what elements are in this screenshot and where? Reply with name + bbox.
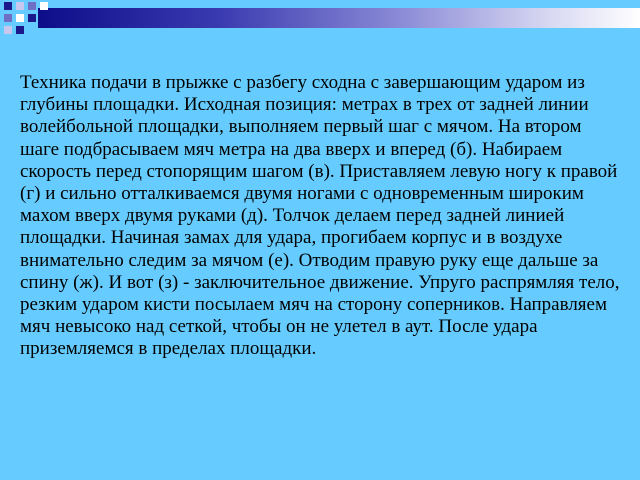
corner-square xyxy=(4,14,12,22)
corner-square xyxy=(28,14,36,22)
corner-square xyxy=(4,26,12,34)
corner-square xyxy=(16,26,24,34)
corner-square xyxy=(4,2,12,10)
body-text: Техника подачи в прыжке с разбегу сходна с завершающим ударом из глубины площадки. Исходная позиция: метрах в трех от задней линии волейбольной площадки, выполняем первый шаг с мячом. На втором шаге подбрасываем мяч метра на два вверх и вперед (б). Набираем скорость перед стопорящим шагом (в). Приставляем левую ногу к правой (г) и сильно отталкиваемся двумя ногами с одновременным широким махом вверх двумя руками (д). Толчок делаем перед задней линией площадки. Начиная замах для удара, прогибаем корпус и в воздухе внимательно следим за мячом (е). Отводим правую руку еще дальше за спину (ж). И вот (з) - заключительное движение. Упруго распрямляя тело, резким ударом кисти посылаем мяч на сторону соперников. Направляем мяч невысоко над сеткой, чтобы он не улетел в аут. После удара приземляемся в пределах площадки. xyxy=(20,72,620,360)
header-gradient-band xyxy=(38,8,640,28)
corner-square xyxy=(28,2,36,10)
corner-square xyxy=(16,2,24,10)
corner-square xyxy=(40,2,48,10)
corner-square xyxy=(16,14,24,22)
